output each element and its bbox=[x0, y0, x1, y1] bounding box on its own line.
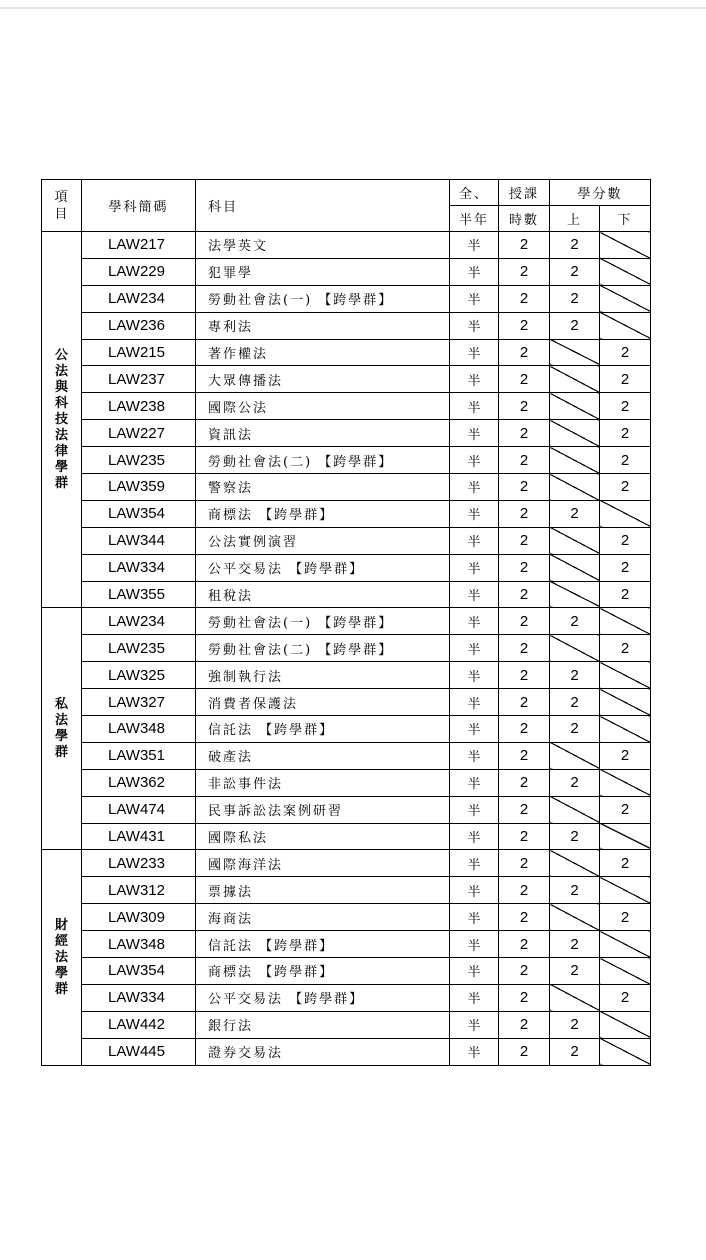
credit-lower-empty bbox=[600, 689, 651, 716]
course-subject: 民事訴訟法案例研習 bbox=[196, 796, 450, 823]
course-code: LAW309 bbox=[82, 904, 196, 931]
table-row bbox=[42, 474, 651, 501]
course-term: 半 bbox=[450, 958, 499, 985]
course-subject: 國際私法 bbox=[196, 823, 450, 850]
course-subject: 專利法 bbox=[196, 312, 450, 339]
course-code: LAW229 bbox=[82, 258, 196, 285]
course-subject: 著作權法 bbox=[196, 339, 450, 366]
course-term: 半 bbox=[450, 258, 499, 285]
table-row bbox=[42, 232, 651, 259]
course-hours: 2 bbox=[499, 608, 550, 635]
course-subject: 海商法 bbox=[196, 904, 450, 931]
course-subject: 信託法 【跨學群】 bbox=[196, 716, 450, 743]
course-term: 半 bbox=[450, 662, 499, 689]
credit-lower-empty bbox=[600, 258, 651, 285]
course-hours: 2 bbox=[499, 447, 550, 474]
table-row bbox=[42, 393, 651, 420]
course-code: LAW227 bbox=[82, 420, 196, 447]
course-subject: 警察法 bbox=[196, 474, 450, 501]
credit-lower: 2 bbox=[600, 850, 651, 877]
course-hours: 2 bbox=[499, 527, 550, 554]
course-code: LAW217 bbox=[82, 232, 196, 259]
course-term: 半 bbox=[450, 474, 499, 501]
course-hours: 2 bbox=[499, 1038, 550, 1065]
credit-upper: 2 bbox=[550, 608, 600, 635]
course-term: 半 bbox=[450, 393, 499, 420]
course-code: LAW215 bbox=[82, 339, 196, 366]
table-row bbox=[42, 366, 651, 393]
course-subject: 商標法 【跨學群】 bbox=[196, 500, 450, 527]
course-code: LAW362 bbox=[82, 769, 196, 796]
course-hours: 2 bbox=[499, 581, 550, 608]
course-hours: 2 bbox=[499, 1011, 550, 1038]
credit-lower-empty bbox=[600, 931, 651, 958]
course-term: 半 bbox=[450, 742, 499, 769]
course-hours: 2 bbox=[499, 312, 550, 339]
credit-lower-empty bbox=[600, 662, 651, 689]
credit-upper-empty bbox=[550, 474, 600, 501]
course-hours: 2 bbox=[499, 823, 550, 850]
course-subject: 勞動社會法(一) 【跨學群】 bbox=[196, 285, 450, 312]
course-hours: 2 bbox=[499, 258, 550, 285]
header-credits: 學分數 bbox=[550, 180, 651, 206]
table-row bbox=[42, 796, 651, 823]
course-code: LAW235 bbox=[82, 447, 196, 474]
credit-upper-empty bbox=[550, 554, 600, 581]
course-subject: 法學英文 bbox=[196, 232, 450, 259]
course-hours: 2 bbox=[499, 984, 550, 1011]
course-term: 半 bbox=[450, 984, 499, 1011]
course-code: LAW236 bbox=[82, 312, 196, 339]
course-term: 半 bbox=[450, 769, 499, 796]
credit-upper-empty bbox=[550, 420, 600, 447]
group-name bbox=[42, 608, 82, 850]
credit-lower-empty bbox=[600, 877, 651, 904]
course-term: 半 bbox=[450, 689, 499, 716]
table-row bbox=[42, 1011, 651, 1038]
table-row bbox=[42, 877, 651, 904]
course-subject: 強制執行法 bbox=[196, 662, 450, 689]
credit-upper-empty bbox=[550, 984, 600, 1011]
header-credit-upper: 上 bbox=[550, 206, 600, 232]
table-row bbox=[42, 904, 651, 931]
course-subject: 證券交易法 bbox=[196, 1038, 450, 1065]
course-hours: 2 bbox=[499, 958, 550, 985]
credit-upper: 2 bbox=[550, 769, 600, 796]
course-subject: 非訟事件法 bbox=[196, 769, 450, 796]
credit-upper: 2 bbox=[550, 258, 600, 285]
course-code: LAW238 bbox=[82, 393, 196, 420]
course-subject: 勞動社會法(二) 【跨學群】 bbox=[196, 635, 450, 662]
table-row bbox=[42, 527, 651, 554]
credit-lower-empty bbox=[600, 500, 651, 527]
table-row bbox=[42, 635, 651, 662]
course-hours: 2 bbox=[499, 285, 550, 312]
course-subject: 公平交易法 【跨學群】 bbox=[196, 984, 450, 1011]
course-hours: 2 bbox=[499, 904, 550, 931]
course-code: LAW233 bbox=[82, 850, 196, 877]
group-label: 財 經 法 學 群 bbox=[54, 917, 68, 997]
course-code: LAW327 bbox=[82, 689, 196, 716]
group-name bbox=[42, 850, 82, 1065]
credit-lower: 2 bbox=[600, 635, 651, 662]
course-subject: 消費者保護法 bbox=[196, 689, 450, 716]
credit-upper: 2 bbox=[550, 958, 600, 985]
credit-lower-empty bbox=[600, 232, 651, 259]
table-row bbox=[42, 742, 651, 769]
course-subject: 公法實例演習 bbox=[196, 527, 450, 554]
group-label: 私 法 學 群 bbox=[54, 696, 68, 760]
course-term: 半 bbox=[450, 312, 499, 339]
course-hours: 2 bbox=[499, 796, 550, 823]
course-hours: 2 bbox=[499, 931, 550, 958]
header-subject: 科目 bbox=[196, 180, 450, 232]
course-subject: 公平交易法 【跨學群】 bbox=[196, 554, 450, 581]
course-term: 半 bbox=[450, 931, 499, 958]
table-row bbox=[42, 447, 651, 474]
course-term: 半 bbox=[450, 850, 499, 877]
table-row bbox=[42, 958, 651, 985]
course-hours: 2 bbox=[499, 339, 550, 366]
table-row bbox=[42, 769, 651, 796]
course-code: LAW355 bbox=[82, 581, 196, 608]
course-term: 半 bbox=[450, 285, 499, 312]
course-code: LAW344 bbox=[82, 527, 196, 554]
table-row bbox=[42, 258, 651, 285]
credit-lower-empty bbox=[600, 716, 651, 743]
course-code: LAW354 bbox=[82, 958, 196, 985]
course-subject: 票據法 bbox=[196, 877, 450, 904]
credit-lower-empty bbox=[600, 1038, 651, 1065]
credit-upper-empty bbox=[550, 904, 600, 931]
credit-upper-empty bbox=[550, 635, 600, 662]
course-code: LAW237 bbox=[82, 366, 196, 393]
course-code: LAW325 bbox=[82, 662, 196, 689]
course-term: 半 bbox=[450, 366, 499, 393]
table-row bbox=[42, 420, 651, 447]
course-subject: 資訊法 bbox=[196, 420, 450, 447]
credit-lower: 2 bbox=[600, 796, 651, 823]
credit-lower: 2 bbox=[600, 420, 651, 447]
course-subject: 國際海洋法 bbox=[196, 850, 450, 877]
course-hours: 2 bbox=[499, 742, 550, 769]
course-term: 半 bbox=[450, 823, 499, 850]
course-term: 半 bbox=[450, 608, 499, 635]
credit-lower: 2 bbox=[600, 447, 651, 474]
course-term: 半 bbox=[450, 554, 499, 581]
header-item-top: 項 bbox=[54, 189, 69, 205]
credit-upper: 2 bbox=[550, 689, 600, 716]
table-body bbox=[42, 232, 651, 1066]
course-hours: 2 bbox=[499, 850, 550, 877]
course-code: LAW442 bbox=[82, 1011, 196, 1038]
course-term: 半 bbox=[450, 716, 499, 743]
course-subject: 破產法 bbox=[196, 742, 450, 769]
credit-lower-empty bbox=[600, 958, 651, 985]
credit-upper-empty bbox=[550, 447, 600, 474]
header-term-bottom: 半年 bbox=[450, 206, 499, 232]
header-item bbox=[42, 180, 82, 232]
course-subject: 勞動社會法(一) 【跨學群】 bbox=[196, 608, 450, 635]
credit-lower: 2 bbox=[600, 339, 651, 366]
course-code: LAW359 bbox=[82, 474, 196, 501]
table-row bbox=[42, 608, 651, 635]
table-row bbox=[42, 500, 651, 527]
table-row bbox=[42, 931, 651, 958]
course-term: 半 bbox=[450, 447, 499, 474]
course-code: LAW235 bbox=[82, 635, 196, 662]
credit-upper-empty bbox=[550, 366, 600, 393]
course-code: LAW348 bbox=[82, 716, 196, 743]
course-hours: 2 bbox=[499, 420, 550, 447]
table-row bbox=[42, 339, 651, 366]
header-code: 學科簡碼 bbox=[82, 180, 196, 232]
course-term: 半 bbox=[450, 904, 499, 931]
course-term: 半 bbox=[450, 232, 499, 259]
header-item-bottom: 目 bbox=[54, 206, 69, 222]
course-hours: 2 bbox=[499, 877, 550, 904]
course-hours: 2 bbox=[499, 689, 550, 716]
course-hours: 2 bbox=[499, 500, 550, 527]
course-term: 半 bbox=[450, 1011, 499, 1038]
credit-upper: 2 bbox=[550, 662, 600, 689]
group-name bbox=[42, 232, 82, 608]
credit-upper: 2 bbox=[550, 500, 600, 527]
credit-lower: 2 bbox=[600, 554, 651, 581]
course-code: LAW445 bbox=[82, 1038, 196, 1065]
course-term: 半 bbox=[450, 420, 499, 447]
header-hours-top: 授課 bbox=[499, 180, 550, 206]
table-row bbox=[42, 716, 651, 743]
course-code: LAW312 bbox=[82, 877, 196, 904]
table-row bbox=[42, 312, 651, 339]
credit-upper: 2 bbox=[550, 1038, 600, 1065]
credit-lower-empty bbox=[600, 608, 651, 635]
header-credit-lower: 下 bbox=[600, 206, 651, 232]
course-subject: 租稅法 bbox=[196, 581, 450, 608]
credit-lower-empty bbox=[600, 769, 651, 796]
credit-lower-empty bbox=[600, 312, 651, 339]
course-hours: 2 bbox=[499, 635, 550, 662]
course-code: LAW351 bbox=[82, 742, 196, 769]
credit-upper: 2 bbox=[550, 312, 600, 339]
course-term: 半 bbox=[450, 339, 499, 366]
course-table bbox=[41, 179, 651, 1066]
credit-upper-empty bbox=[550, 850, 600, 877]
table-row bbox=[42, 285, 651, 312]
course-code: LAW348 bbox=[82, 931, 196, 958]
course-hours: 2 bbox=[499, 232, 550, 259]
course-hours: 2 bbox=[499, 393, 550, 420]
credit-lower-empty bbox=[600, 823, 651, 850]
course-term: 半 bbox=[450, 877, 499, 904]
course-term: 半 bbox=[450, 1038, 499, 1065]
group-label: 公 法 與 科 技 法 律 學 群 bbox=[54, 347, 68, 491]
table-row bbox=[42, 850, 651, 877]
table-row bbox=[42, 581, 651, 608]
course-subject: 商標法 【跨學群】 bbox=[196, 958, 450, 985]
course-subject: 犯罪學 bbox=[196, 258, 450, 285]
course-term: 半 bbox=[450, 635, 499, 662]
course-hours: 2 bbox=[499, 474, 550, 501]
course-hours: 2 bbox=[499, 716, 550, 743]
credit-upper: 2 bbox=[550, 1011, 600, 1038]
course-code: LAW334 bbox=[82, 984, 196, 1011]
credit-lower: 2 bbox=[600, 474, 651, 501]
credit-upper: 2 bbox=[550, 877, 600, 904]
course-code: LAW474 bbox=[82, 796, 196, 823]
credit-upper: 2 bbox=[550, 716, 600, 743]
course-hours: 2 bbox=[499, 662, 550, 689]
credit-upper-empty bbox=[550, 339, 600, 366]
course-subject: 信託法 【跨學群】 bbox=[196, 931, 450, 958]
credit-lower: 2 bbox=[600, 527, 651, 554]
table-row bbox=[42, 823, 651, 850]
credit-upper-empty bbox=[550, 742, 600, 769]
course-hours: 2 bbox=[499, 769, 550, 796]
credit-upper: 2 bbox=[550, 285, 600, 312]
credit-lower-empty bbox=[600, 285, 651, 312]
course-hours: 2 bbox=[499, 366, 550, 393]
credit-upper-empty bbox=[550, 581, 600, 608]
credit-lower: 2 bbox=[600, 742, 651, 769]
credit-lower: 2 bbox=[600, 366, 651, 393]
credit-upper-empty bbox=[550, 527, 600, 554]
course-code: LAW431 bbox=[82, 823, 196, 850]
table-row bbox=[42, 554, 651, 581]
top-divider bbox=[0, 7, 706, 9]
credit-lower: 2 bbox=[600, 581, 651, 608]
course-subject: 勞動社會法(二) 【跨學群】 bbox=[196, 447, 450, 474]
course-code: LAW334 bbox=[82, 554, 196, 581]
course-hours: 2 bbox=[499, 554, 550, 581]
credit-upper-empty bbox=[550, 393, 600, 420]
credit-upper: 2 bbox=[550, 931, 600, 958]
table-row bbox=[42, 984, 651, 1011]
credit-lower: 2 bbox=[600, 904, 651, 931]
table-row bbox=[42, 662, 651, 689]
course-code: LAW234 bbox=[82, 285, 196, 312]
course-term: 半 bbox=[450, 500, 499, 527]
header-hours-bottom: 時數 bbox=[499, 206, 550, 232]
credit-upper: 2 bbox=[550, 232, 600, 259]
course-subject: 大眾傳播法 bbox=[196, 366, 450, 393]
header-term-top: 全、 bbox=[450, 180, 499, 206]
course-code: LAW234 bbox=[82, 608, 196, 635]
course-term: 半 bbox=[450, 796, 499, 823]
credit-upper-empty bbox=[550, 796, 600, 823]
credit-lower: 2 bbox=[600, 393, 651, 420]
credit-upper: 2 bbox=[550, 823, 600, 850]
credit-lower: 2 bbox=[600, 984, 651, 1011]
course-code: LAW354 bbox=[82, 500, 196, 527]
table-row bbox=[42, 689, 651, 716]
course-term: 半 bbox=[450, 581, 499, 608]
course-subject: 銀行法 bbox=[196, 1011, 450, 1038]
course-subject: 國際公法 bbox=[196, 393, 450, 420]
table-row bbox=[42, 1038, 651, 1065]
course-term: 半 bbox=[450, 527, 499, 554]
credit-lower-empty bbox=[600, 1011, 651, 1038]
